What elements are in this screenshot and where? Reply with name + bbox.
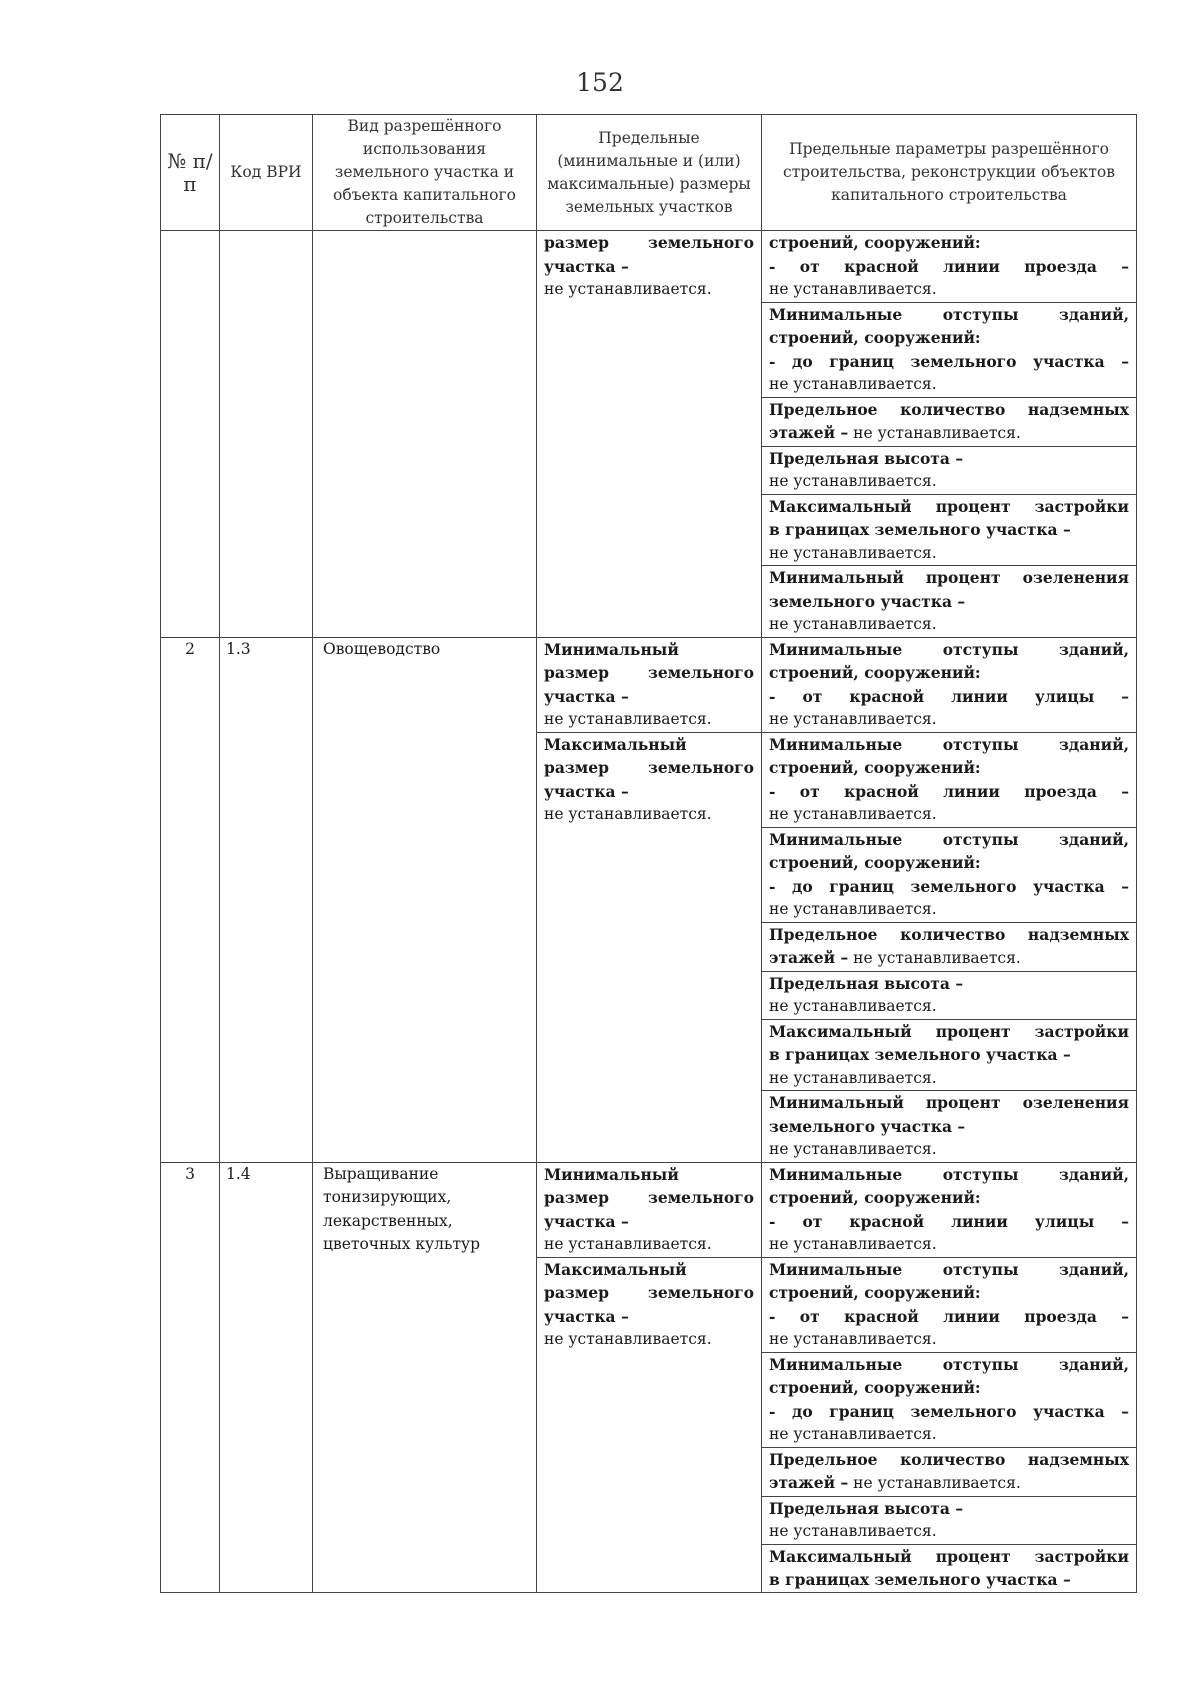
table-row: [161, 1162, 1137, 1592]
header-num: № п/п: [161, 115, 220, 231]
param-block: Минимальные отступы зданий, строений, сооружений: - до границ земельного участка – не устанавливается.: [762, 303, 1136, 398]
header-code: Код ВРИ: [220, 115, 313, 231]
cell-code: 1.4: [220, 1162, 313, 1592]
param-block: Максимальный процент застройки в границах земельного участка – не устанавливается.: [762, 1020, 1136, 1092]
param-block: Предельная высота – не устанавливается.: [762, 447, 1136, 495]
param-block: Минимальные отступы зданий, строений, сооружений: - от красной линии проезда – не устанавливается.: [762, 1258, 1136, 1353]
header-params: Предельные параметры разрешённого строительства, реконструкции объектов капитального строительства: [762, 115, 1137, 231]
param-block: Минимальный процент озеленения земельного участка – не устанавливается.: [769, 1093, 1129, 1158]
param-block: Минимальные отступы зданий, строений, сооружений: - от красной линии улицы – не устанавливается.: [762, 638, 1136, 733]
cell-params: [762, 637, 1137, 1162]
header-use-type: Вид разрешённого использования земельного участка и объекта капитального строительства: [313, 115, 537, 231]
cell-num: 2: [161, 637, 220, 1162]
param-block: Предельная высота – не устанавливается.: [762, 972, 1136, 1020]
cell-code: [220, 231, 313, 638]
cell-use-type: Овощеводство: [313, 637, 537, 1162]
size-block: Максимальный размер земельного участка – не устанавливается.: [544, 734, 754, 823]
size-block: Минимальный размер земельного участка – не устанавливается.: [537, 1163, 761, 1258]
cell-sizes: [537, 637, 762, 1162]
param-block: Минимальные отступы зданий, строений, сооружений: - до границ земельного участка – не устанавливается.: [762, 1353, 1136, 1448]
param-block: Предельное количество надземных этажей – не устанавливается.: [762, 1448, 1136, 1497]
table-row: [161, 231, 1137, 638]
cell-use-type: Выращивание тонизирующих, лекарственных, цветочных культур: [313, 1162, 537, 1592]
cell-use-type: [313, 231, 537, 638]
cell-num: [161, 231, 220, 638]
param-block: Предельное количество надземных этажей – не устанавливается.: [762, 923, 1136, 972]
param-block: Минимальный процент озеленения земельного участка – не устанавливается.: [769, 568, 1129, 633]
size-block: Максимальный размер земельного участка – не устанавливается.: [544, 1259, 754, 1348]
regulations-table: [160, 114, 1137, 1593]
size-block: размер земельного участка – не устанавливается.: [544, 233, 754, 298]
table-row: [161, 637, 1137, 1162]
param-block: Минимальные отступы зданий, строений, сооружений: - до границ земельного участка – не устанавливается.: [762, 828, 1136, 923]
cell-sizes: [537, 1162, 762, 1592]
cell-params: [762, 231, 1137, 638]
cell-code: 1.3: [220, 637, 313, 1162]
param-block: Максимальный процент застройки в границах земельного участка –: [769, 1546, 1129, 1589]
cell-num: 3: [161, 1162, 220, 1592]
param-block: Предельное количество надземных этажей – не устанавливается.: [762, 398, 1136, 447]
header-sizes: Предельные (минимальные и (или) максимальные) размеры земельных участков: [537, 115, 762, 231]
param-block: Максимальный процент застройки в границах земельного участка – не устанавливается.: [762, 495, 1136, 567]
page-number: 152: [576, 68, 624, 97]
param-block: строений, сооружений: - от красной линии проезда – не устанавливается.: [762, 231, 1136, 303]
param-block: Минимальные отступы зданий, строений, сооружений: - от красной линии проезда – не устанавливается.: [762, 733, 1136, 828]
param-block: Минимальные отступы зданий, строений, сооружений: - от красной линии улицы – не устанавливается.: [762, 1163, 1136, 1258]
size-block: Минимальный размер земельного участка – не устанавливается.: [537, 638, 761, 733]
cell-sizes: [537, 231, 762, 638]
param-block: Предельная высота – не устанавливается.: [762, 1497, 1136, 1545]
cell-params: [762, 1162, 1137, 1592]
